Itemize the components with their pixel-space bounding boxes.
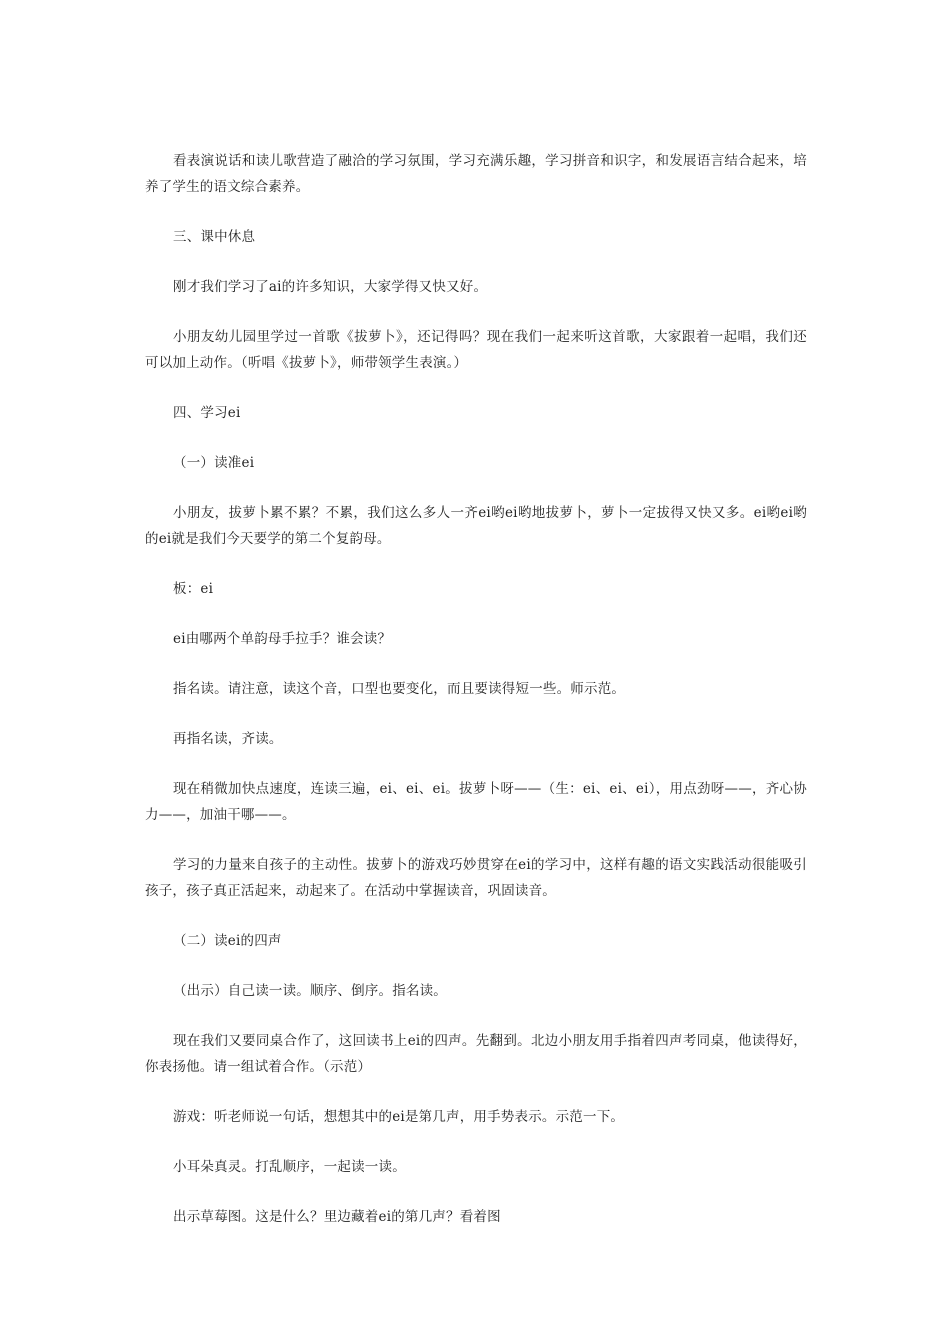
paragraph: 现在稍微加快点速度，连读三遍，ei、ei、ei。拔萝卜呀——（生：ei、ei、ei），用点劲呀——，齐心协力——，加油干哪——。 <box>145 781 807 823</box>
document-body <box>145 148 807 1254</box>
paragraph: 学习的力量来自孩子的主动性。拔萝卜的游戏巧妙贯穿在ei的学习中，这样有趣的语文实践活动很能吸引孩子，孩子真正活起来，动起来了。在活动中掌握读音，巩固读音。 <box>145 857 807 899</box>
paragraph: 看表演说话和读儿歌营造了融洽的学习氛围，学习充满乐趣，学习拼音和识字，和发展语言结合起来，培养了学生的语文综合素养。 <box>145 153 807 195</box>
subsection-heading: （二）读ei的四声 <box>173 933 282 949</box>
paragraph: 小朋友幼儿园里学过一首歌《拔萝卜》，还记得吗？现在我们一起来听这首歌，大家跟着一起唱，我们还可以加上动作。（听唱《拔萝卜》，师带领学生表演。） <box>145 329 807 371</box>
paragraph: 小耳朵真灵。打乱顺序，一起读一读。 <box>173 1159 406 1175</box>
paragraph: 再指名读，齐读。 <box>173 731 283 747</box>
paragraph: 刚才我们学习了ai的许多知识，大家学得又快又好。 <box>173 279 488 295</box>
paragraph: 现在我们又要同桌合作了，这回读书上ei的四声。先翻到。北边小朋友用手指着四声考同桌，他读得好，你表扬他。请一组试着合作。（示范） <box>145 1033 807 1075</box>
paragraph: 指名读。请注意，读这个音，口型也要变化，而且要读得短一些。师示范。 <box>173 681 626 697</box>
paragraph: 板：ei <box>173 581 214 597</box>
paragraph: （出示）自己读一读。顺序、倒序。指名读。 <box>173 983 447 999</box>
section-heading: 四、学习ei <box>173 405 241 421</box>
paragraph: 小朋友，拔萝卜累不累？不累，我们这么多人一齐ei哟ei哟地拔萝卜，萝卜一定拔得又快又多。ei哟ei哟的ei就是我们今天要学的第二个复韵母。 <box>145 505 807 547</box>
section-heading: 三、课中休息 <box>173 229 256 245</box>
paragraph: 出示草莓图。这是什么？里边藏着ei的第几声？看着图 <box>173 1209 501 1225</box>
paragraph: ei由哪两个单韵母手拉手？谁会读？ <box>173 631 392 647</box>
subsection-heading: （一）读准ei <box>173 455 255 471</box>
paragraph: 游戏：听老师说一句话，想想其中的ei是第几声，用手势表示。示范一下。 <box>173 1109 625 1125</box>
